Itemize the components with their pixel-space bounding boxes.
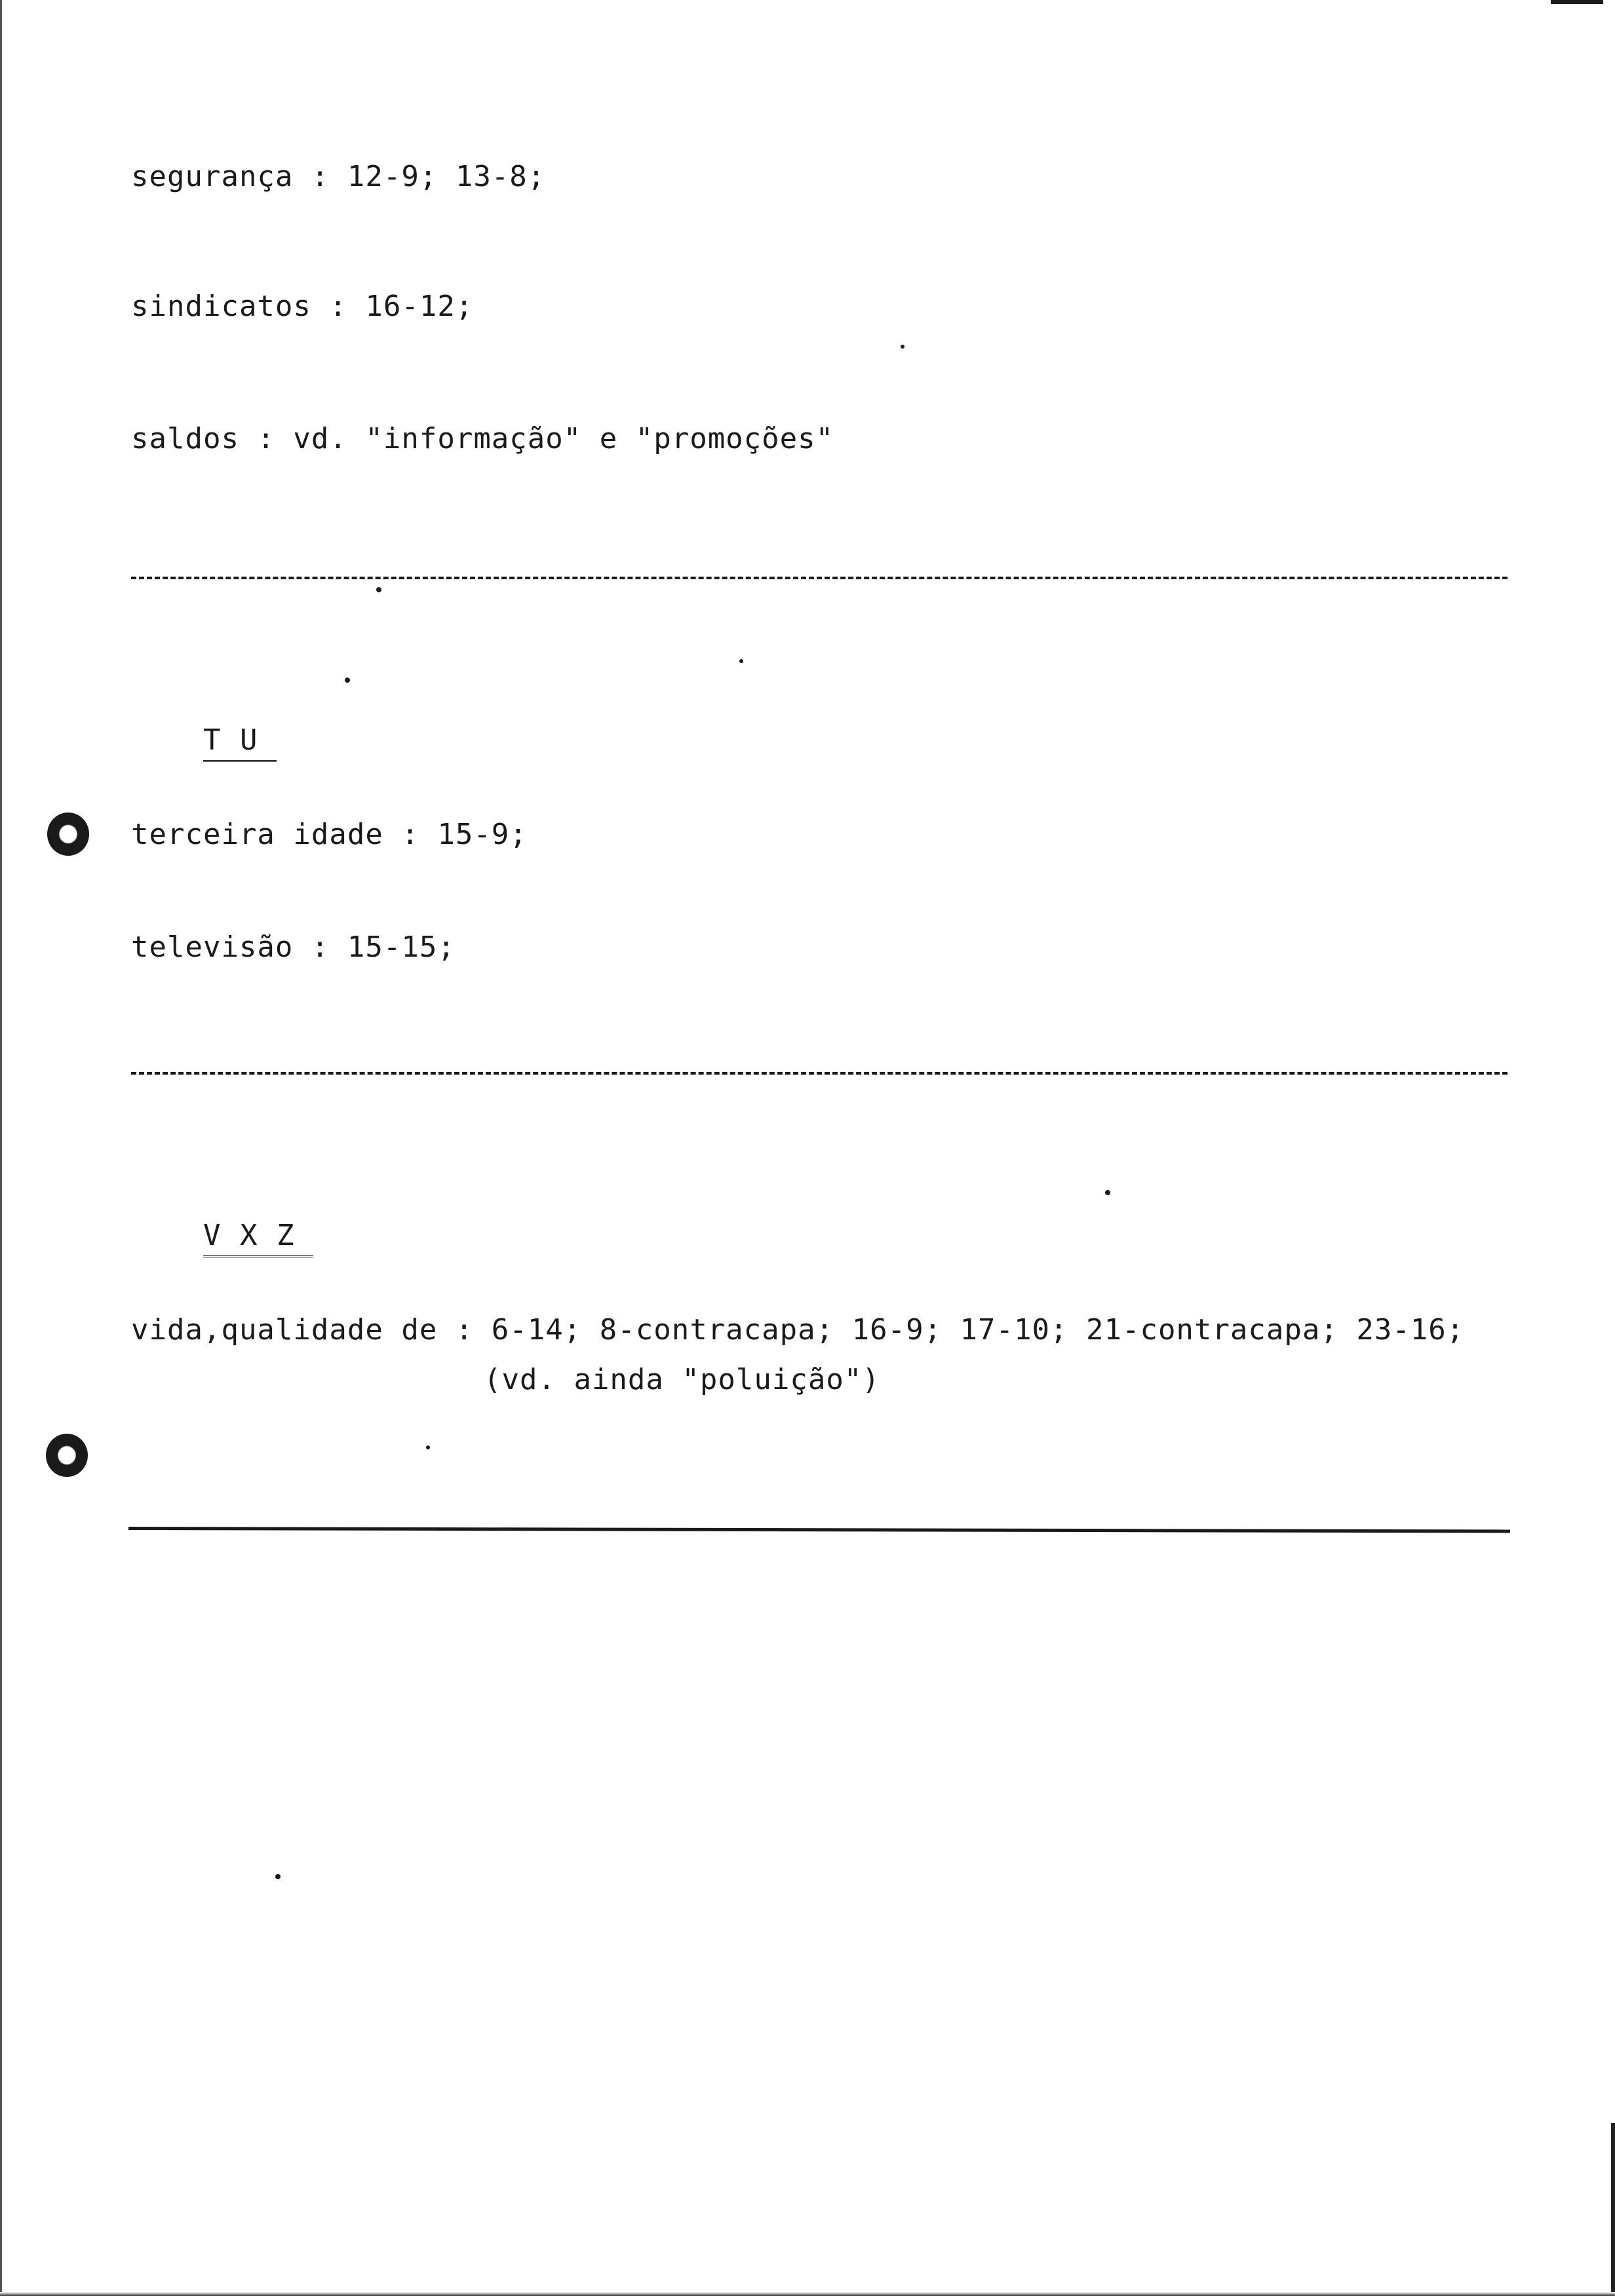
section-heading-tu [131,685,277,799]
scan-speck [345,678,350,683]
index-entry-sindicatos: sindicatos : 16-12; [131,290,474,323]
index-entry-saldos: saldos : vd. "informação" e "promoções" [131,422,834,455]
page-bottom-edge [0,2292,1615,2296]
section-divider-dashed [131,1072,1508,1075]
scan-speck [739,659,743,663]
scan-speck [426,1445,430,1449]
index-entry-vida-qualidade: vida,qualidade de : 6-14; 8-contracapa; 16-9; 17-10; 21-contracapa; 23-16; [131,1313,1465,1347]
section-divider-dashed [131,577,1508,579]
page-right-edge [1611,2123,1615,2296]
index-entry-televisao: televisão : 15-15; [131,930,456,964]
end-rule [128,1527,1510,1533]
index-entry-seguranca: segurança : 12-9; 13-8; [131,160,546,193]
section-letter: Z [277,1217,313,1257]
scan-speck [1105,1190,1110,1195]
index-entry-vida-qualidade-note: (vd. ainda "poluição") [484,1363,880,1396]
section-heading-vxz [131,1181,313,1294]
scan-speck [901,345,905,349]
section-letter: U [240,722,277,762]
punch-hole-icon [47,813,89,856]
scan-mark-top [1551,0,1603,4]
section-letter: V [203,1217,240,1257]
section-letter: X [240,1217,277,1257]
scan-speck [376,587,381,592]
section-letter: T [203,722,240,762]
page-left-edge [0,0,2,2296]
index-entry-terceira-idade: terceira idade : 15-9; [131,818,528,851]
scan-speck [275,1874,281,1879]
punch-hole-icon [46,1434,88,1477]
